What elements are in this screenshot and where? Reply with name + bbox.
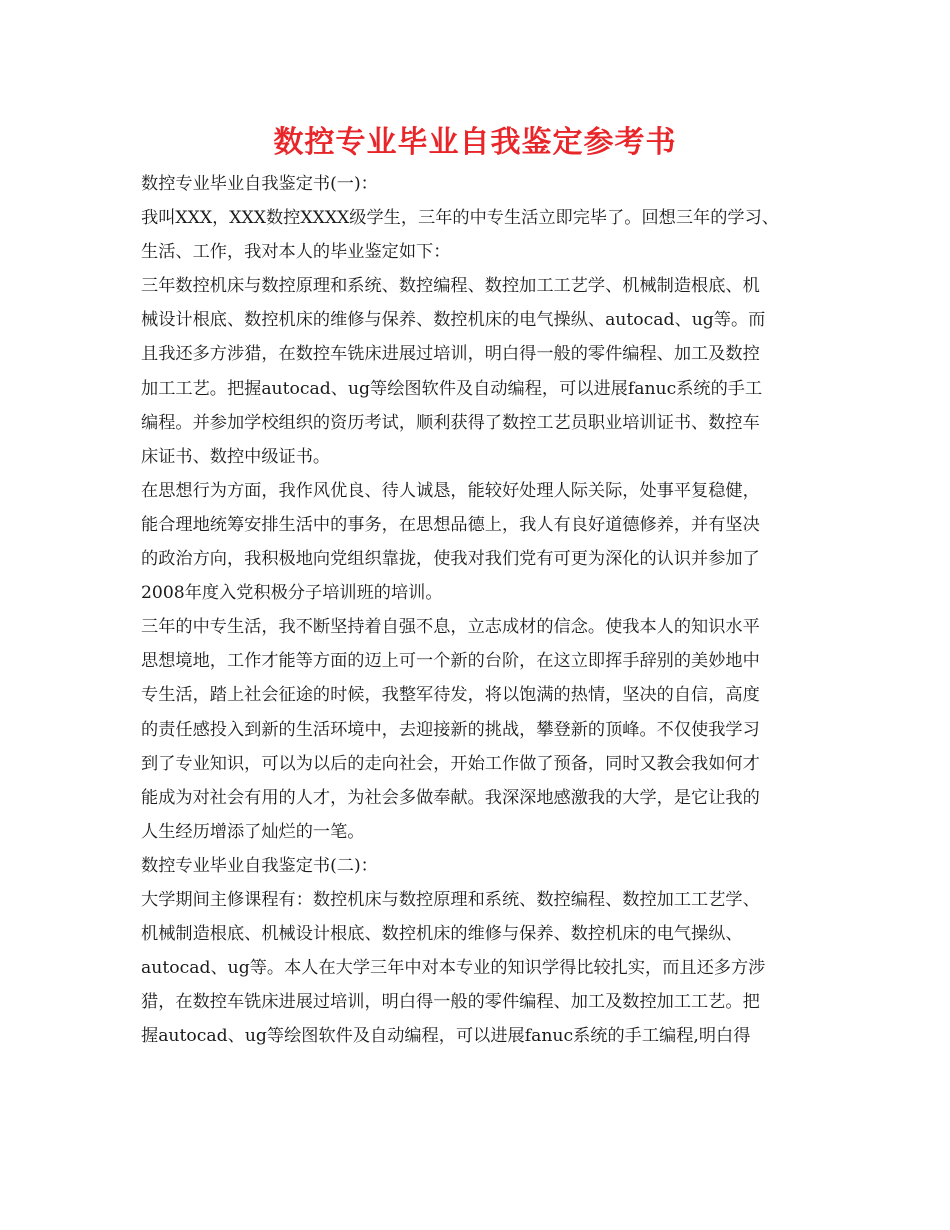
text-line: 到了专业知识，可以为以后的走向社会，开始工作做了预备，同时又教会我如何才 (141, 753, 760, 774)
text-line: 专生活，踏上社会征途的时候，我整军待发，将以饱满的热情，坚决的自信，高度 (141, 685, 760, 706)
text-line: 在思想行为方面，我作风优良、待人诚恳，能较好处理人际关际，处事平复稳健， (141, 480, 760, 501)
text-line: 的责任感投入到新的生活环境中，去迎接新的挑战，攀登新的顶峰。不仅使我学习 (141, 719, 760, 740)
text-line: 机械制造根底、机械设计根底、数控机床的维修与保养、数控机床的电气操纵、 (141, 924, 743, 945)
text-line: 生活、工作，我对本人的毕业鉴定如下： (141, 242, 451, 263)
text-line: autocad、ug等。本人在大学三年中对本专业的知识学得比较扎实，而且还多方涉 (141, 958, 766, 979)
text-line: 械设计根底、数控机床的维修与保养、数控机床的电气操纵、autocad、ug等。而 (141, 310, 766, 331)
text-line: 三年的中专生活，我不断坚持着自强不息，立志成材的信念。使我本人的知识水平 (141, 617, 760, 638)
text-line: 床证书、数控中级证书。 (141, 446, 331, 467)
text-line: 猎，在数控车铣床进展过培训，明白得一般的零件编程、加工及数控加工工艺。把 (141, 992, 760, 1013)
text-line: 加工工艺。把握autocad、ug等绘图软件及自动编程，可以进展fanuc系统的手工 (141, 378, 763, 399)
document-body (141, 167, 821, 1053)
text-line: 能合理地统筹安排生活中的事务，在思想品德上，我人有良好道德修养，并有坚决 (141, 514, 760, 535)
text-line: 数控专业毕业自我鉴定书(二)： (141, 855, 378, 876)
text-line: 思想境地，工作才能等方面的迈上可一个新的台阶，在这立即挥手辞别的美妙地中 (141, 651, 760, 672)
text-line: 握autocad、ug等绘图软件及自动编程，可以进展fanuc系统的手工编程,明白得 (141, 1026, 751, 1047)
text-line: 人生经历增添了灿烂的一笔。 (141, 821, 365, 842)
text-line: 2008年度入党积极分子培训班的培训。 (141, 583, 443, 604)
text-line: 编程。并参加学校组织的资历考试，顺利获得了数控工艺员职业培训证书、数控车 (141, 412, 760, 433)
text-line: 能成为对社会有用的人才，为社会多做奉献。我深深地感激我的大学，是它让我的 (141, 787, 760, 808)
text-line: 大学期间主修课程有：数控机床与数控原理和系统、数控编程、数控加工工艺学、 (141, 889, 760, 910)
text-line: 我叫XXX，XXX数控XXXX级学生，三年的中专生活立即完毕了。回想三年的学习、 (141, 208, 779, 229)
text-line: 的政治方向，我积极地向党组织靠拢，使我对我们党有可更为深化的认识并参加了 (141, 549, 760, 570)
text-line: 且我还多方涉猎，在数控车铣床进展过培训，明白得一般的零件编程、加工及数控 (141, 344, 760, 365)
document-title: 数控专业毕业自我鉴定参考书 (273, 125, 677, 160)
text-line: 三年数控机床与数控原理和系统、数控编程、数控加工工艺学、机械制造根底、机 (141, 276, 760, 297)
text-line: 数控专业毕业自我鉴定书(一)： (141, 174, 378, 194)
